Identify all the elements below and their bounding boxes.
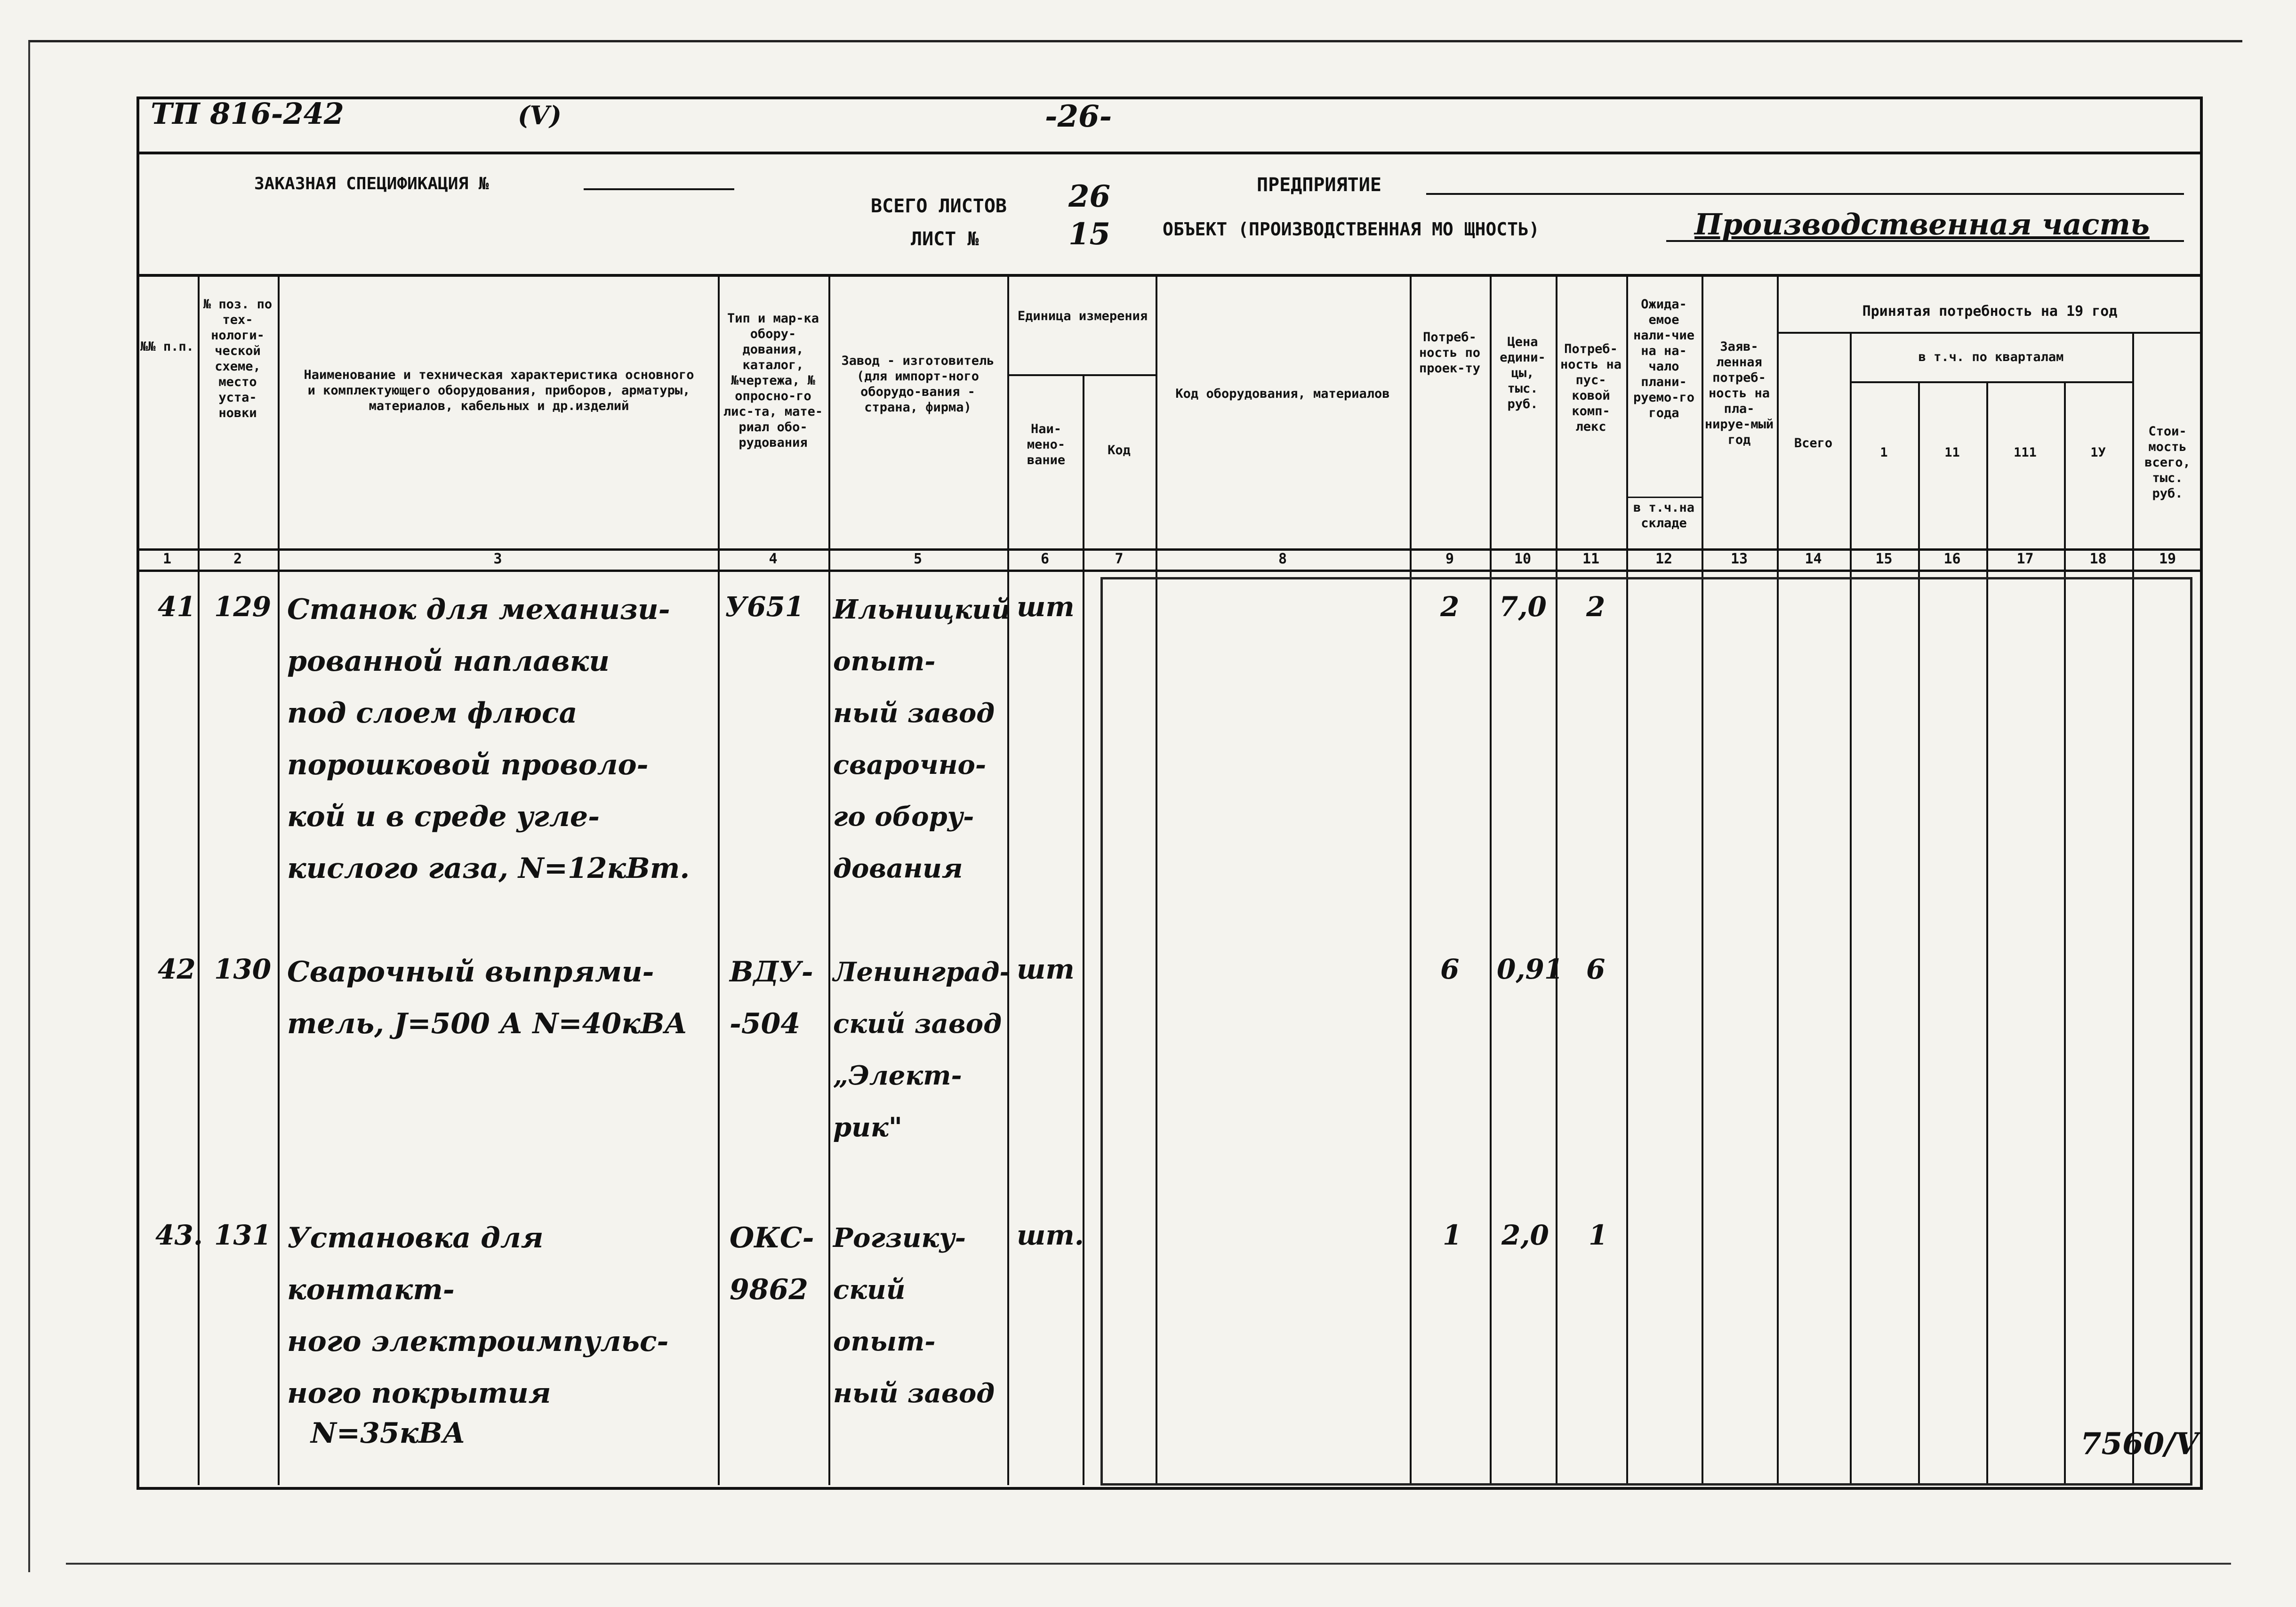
header-accepted-group: Принятая потребность на 19 год bbox=[1862, 303, 2118, 320]
header-c12b: в т.ч.на складе bbox=[1633, 500, 1695, 530]
row-number: 43. bbox=[155, 1219, 203, 1251]
colnum-19: 19 bbox=[2159, 551, 2176, 567]
row-number: 42 bbox=[158, 953, 196, 985]
colnum-2: 2 bbox=[233, 551, 242, 567]
row-qty-project: 6 bbox=[1440, 953, 1460, 985]
header-units-group: Единица измерения bbox=[1017, 309, 1148, 323]
order-spec-field bbox=[584, 188, 734, 190]
row-maker: Ильницкий опыт- ный завод сварочно- го обору- дования bbox=[833, 594, 1011, 884]
colnum-1: 1 bbox=[162, 551, 172, 567]
colnum-16: 16 bbox=[1943, 551, 1961, 567]
document-version: (V) bbox=[518, 100, 562, 130]
header-c3: Наименование и техническая характеристика основного и комплектующего оборудования, приборов, арматуры, материалов, кабельных и др.изделий bbox=[304, 368, 694, 413]
colnum-12: 12 bbox=[1655, 551, 1673, 567]
bottom-edge-line bbox=[66, 1563, 2231, 1565]
colnum-17: 17 bbox=[2016, 551, 2034, 567]
row-price: 7,0 bbox=[1499, 591, 1547, 623]
sheet-number-value: 15 bbox=[1068, 217, 1111, 252]
row-qty-project: 1 bbox=[1443, 1219, 1462, 1251]
header-c18: 1У bbox=[2090, 445, 2106, 460]
quarters-subline bbox=[1850, 381, 2132, 383]
col-line-1 bbox=[198, 275, 200, 1485]
row-type: ВДУ- -504 bbox=[730, 956, 813, 1040]
header-c2: № поз. по тех-нологи-ческой схеме, место уста-новки bbox=[203, 297, 273, 420]
colnum-5: 5 bbox=[913, 551, 923, 567]
header-c1: №№ п.п. bbox=[140, 339, 194, 354]
c12-subline bbox=[1626, 497, 1702, 498]
row-qty-launch: 6 bbox=[1586, 953, 1606, 985]
col-line-2 bbox=[278, 275, 280, 1485]
col-line-4 bbox=[828, 275, 830, 1485]
col-line-3 bbox=[718, 275, 720, 1485]
colnum-6: 6 bbox=[1040, 551, 1050, 567]
order-spec-label: ЗАКАЗНАЯ СПЕЦИФИКАЦИЯ № bbox=[254, 174, 489, 193]
colnum-8: 8 bbox=[1278, 551, 1287, 567]
header-c8: Код оборудования, материалов bbox=[1175, 386, 1390, 401]
header-c16: 11 bbox=[1944, 445, 1960, 460]
column-number-line-bottom bbox=[136, 570, 2203, 572]
row-position: 129 bbox=[214, 591, 272, 623]
accepted-subline bbox=[1777, 332, 2203, 334]
row-qty-launch: 1 bbox=[1589, 1219, 1608, 1251]
colnum-14: 14 bbox=[1805, 551, 1822, 567]
row-price: 2,0 bbox=[1501, 1219, 1549, 1251]
header-c13: Заяв-ленная потреб-ность на пла-нируе-мый год bbox=[1704, 339, 1774, 447]
colnum-11: 11 bbox=[1582, 551, 1600, 567]
colnum-7: 7 bbox=[1115, 551, 1124, 567]
object-value: Производственная часть bbox=[1694, 207, 2150, 241]
row-number: 41 bbox=[158, 591, 196, 623]
row-qty-project: 2 bbox=[1440, 591, 1460, 623]
body-inner-box bbox=[1100, 577, 2192, 1486]
header-divider-top bbox=[136, 152, 2203, 154]
document-code: ТП 816-242 bbox=[151, 96, 344, 131]
header-c6: Наи-мено-вание bbox=[1027, 422, 1066, 467]
row-name: Станок для механизи- рованной наплавки под слоем флюса порошковой проволо- кой и в среде угле- кислого газа, N=12кВт. bbox=[287, 593, 690, 885]
row-position: 130 bbox=[214, 953, 272, 985]
row-unit: шт. bbox=[1017, 1219, 1084, 1251]
page-number: -26- bbox=[1045, 99, 1112, 134]
header-c14: Всего bbox=[1794, 436, 1833, 450]
colnum-4: 4 bbox=[769, 551, 778, 567]
header-c11: Потреб-ность на пус-ковой комп-лекс bbox=[1560, 342, 1622, 434]
col-line-6 bbox=[1083, 374, 1084, 1485]
colnum-18: 18 bbox=[2089, 551, 2107, 567]
row-type: ОКС- 9862 bbox=[730, 1221, 814, 1306]
header-c5: Завод - изготовитель (для импорт-ного оборудо-вания - страна, фирма) bbox=[841, 354, 995, 415]
row-position: 131 bbox=[214, 1219, 272, 1251]
colnum-15: 15 bbox=[1875, 551, 1893, 567]
header-c9: Потреб-ность по проек-ту bbox=[1419, 330, 1481, 376]
sheet-number-label: ЛИСТ № bbox=[911, 228, 979, 250]
object-field bbox=[1666, 240, 2184, 242]
colnum-9: 9 bbox=[1445, 551, 1454, 567]
header-c15: 1 bbox=[1880, 445, 1888, 460]
row-type: У651 bbox=[725, 591, 804, 623]
row-qty-launch: 2 bbox=[1586, 591, 1606, 623]
colnum-3: 3 bbox=[493, 551, 502, 567]
row-name: Установка для контакт- ного электроимпульс- ного покрытия N=35кВА bbox=[287, 1221, 669, 1450]
header-quarters-group: в т.ч. по кварталам bbox=[1918, 350, 2064, 364]
row-maker: Рогзику- ский опыт- ный завод bbox=[833, 1222, 995, 1409]
object-label: ОБЪЕКТ (ПРОИЗВОДСТВЕННАЯ МО ЩНОСТЬ) bbox=[1163, 219, 1540, 240]
row-price: 0,91 bbox=[1497, 953, 1564, 985]
total-sheets-value: 26 bbox=[1068, 179, 1111, 214]
row-unit: шт bbox=[1017, 591, 1075, 623]
header-c17: 111 bbox=[2014, 445, 2037, 460]
row-name: Сварочный выпрями- тель, J=500 А N=40кВА bbox=[287, 956, 688, 1040]
header-c7: Код bbox=[1108, 443, 1131, 458]
row-unit: шт bbox=[1017, 953, 1075, 985]
header-divider-bottom bbox=[136, 274, 2203, 277]
header-c4: Тип и мар-ка обору-дования, каталог, №чертежа, № опросно-го лис-та, мате-риал обо-рудования bbox=[723, 311, 823, 450]
enterprise-label: ПРЕДПРИЯТИЕ bbox=[1257, 174, 1381, 196]
row-maker: Ленинград- ский завод „Элект- рик" bbox=[833, 956, 1011, 1143]
header-c10: Цена едини-цы, тыс. руб. bbox=[1500, 335, 1546, 411]
colnum-10: 10 bbox=[1514, 551, 1532, 567]
enterprise-field bbox=[1426, 193, 2184, 195]
header-c12: Ожида-емое нали-чие на на-чало плани-руемо-го года bbox=[1633, 297, 1695, 420]
total-sheets-label: ВСЕГО ЛИСТОВ bbox=[871, 195, 1007, 217]
colnum-13: 13 bbox=[1730, 551, 1748, 567]
header-c19: Стои-мость всего, тыс. руб. bbox=[2144, 424, 2191, 501]
footer-mark: 7560/V bbox=[2080, 1426, 2199, 1462]
units-subline bbox=[1007, 374, 1156, 376]
